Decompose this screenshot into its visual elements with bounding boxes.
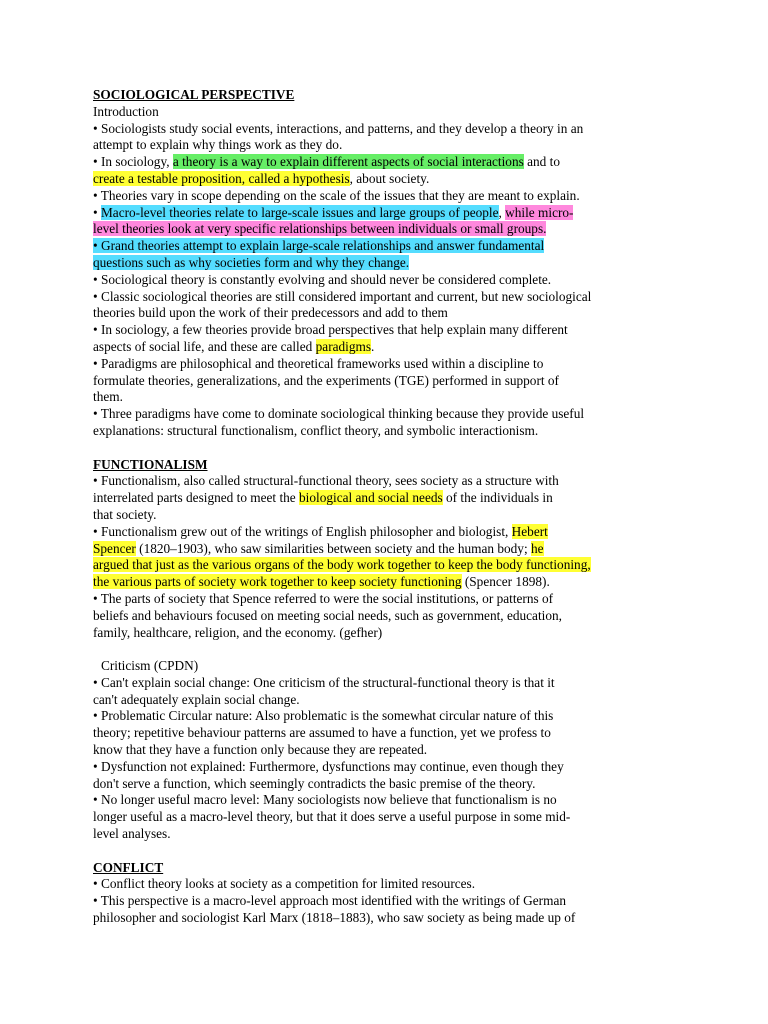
text-run: them. — [93, 389, 123, 405]
text-line — [93, 154, 678, 171]
highlighted-text: biological and social needs — [299, 490, 443, 506]
text-run: Furthermore, — [245, 758, 323, 774]
bold-text: formulate theories, generalizations, and the experiments (TGE) — [93, 372, 429, 388]
text-line — [93, 524, 678, 541]
text-line — [93, 373, 678, 390]
text-line — [93, 322, 678, 339]
bold-text: theories — [205, 322, 248, 338]
text-run: , yet we profess to — [453, 725, 551, 741]
text-run: and to — [523, 154, 560, 170]
highlighted-text: Macro-level theories relate to large-scale issues and large groups of people — [100, 204, 499, 220]
text-line — [93, 305, 678, 322]
bold-text: social institutions, or patterns of — [382, 590, 554, 606]
text-run: longer useful as a macro-level theory, but that it does serve a useful purpose in some mid- — [93, 809, 571, 825]
bold-text: No longer useful macro level: — [100, 792, 260, 808]
highlighted-text: questions such as why societies form and why they change. — [93, 254, 410, 270]
text-line — [93, 137, 678, 154]
bold-text: aspects of social life, — [93, 338, 205, 354]
bold-text: structural functionalism, conflict theory, and symbolic interactionism. — [167, 422, 539, 438]
text-run: attempt to explain why things work as they do. — [93, 137, 343, 153]
text-run: provide — [247, 322, 295, 338]
text-run: • This perspective is a — [93, 893, 213, 909]
bold-text: broad perspectives that help explain many different — [294, 322, 568, 338]
text-line — [93, 876, 678, 893]
highlighted-text: a theory is a way to explain different aspects of social interactions — [172, 154, 524, 170]
text-line — [93, 809, 678, 826]
blank-line — [93, 440, 678, 457]
text-line — [93, 608, 678, 625]
bold-text: that society. — [93, 506, 157, 522]
text-line — [93, 490, 678, 507]
text-line — [93, 238, 678, 255]
text-line — [93, 457, 678, 474]
text-line — [93, 541, 678, 558]
text-run: • Paradigms are — [93, 355, 180, 371]
text-run: • In sociology, a few — [93, 322, 206, 338]
bold-text: of the individuals in — [442, 490, 553, 506]
text-line — [93, 121, 678, 138]
document-page — [93, 87, 678, 927]
blank-line — [93, 641, 678, 658]
text-line — [93, 255, 678, 272]
text-line — [93, 792, 678, 809]
highlighted-text: paradigms — [315, 338, 372, 354]
bold-text: Criticism (CPDN) — [101, 658, 199, 674]
bold-text: similarities between society and the human body — [264, 540, 524, 556]
text-line — [93, 910, 678, 927]
text-line — [93, 708, 678, 725]
bold-text: Introduction — [93, 103, 159, 119]
bold-text: philosophical and theoretical frameworks — [180, 355, 401, 371]
text-line — [93, 574, 678, 591]
text-line — [93, 188, 678, 205]
text-line — [93, 776, 678, 793]
text-line — [93, 725, 678, 742]
bold-text: family, healthcare, religion, and the economy. (gefher) — [93, 624, 383, 640]
bold-text: they have a function only because they are repeated. — [149, 742, 428, 758]
bold-text: Can't explain social change: — [100, 674, 250, 690]
text-run: most identified with the writings of German — [328, 893, 567, 909]
text-line — [93, 507, 678, 524]
text-run: (Spencer 1898). — [461, 574, 550, 590]
bold-text: don't serve a function — [93, 775, 208, 791]
text-line — [93, 205, 678, 222]
highlighted-text: Hebert — [511, 523, 548, 539]
bold-text: circular nature of this — [439, 708, 554, 724]
text-run: • Three paradigms have come to dominate sociological thinking because they provide useful — [93, 406, 585, 422]
text-run: • — [93, 708, 101, 724]
text-line — [93, 356, 678, 373]
highlighted-text: while micro- — [505, 204, 574, 220]
text-run: • In sociology, — [93, 154, 173, 170]
text-run: • — [93, 758, 101, 774]
section-heading: SOCIOLOGICAL PERSPECTIVE — [93, 87, 295, 102]
bold-text: macro-level approach — [213, 893, 329, 909]
text-run: • Functionalism, also called structural-functional theory, sees society as a — [93, 473, 486, 489]
text-run: • — [93, 674, 101, 690]
highlighted-text: level theories look at very specific relationships between individuals or small groups. — [93, 221, 547, 237]
bold-text: structure — [485, 473, 532, 489]
bold-text: Problematic Circular nature: — [100, 708, 253, 724]
text-run: Many sociologists now believe that functionalism is no — [259, 792, 557, 808]
text-run: level analyses. — [93, 826, 171, 842]
text-line — [93, 742, 678, 759]
bold-text: can't adequately explain social change. — [93, 691, 300, 707]
highlighted-text: he — [531, 540, 544, 556]
text-line — [93, 658, 678, 675]
text-run: • Sociologists study social events, interactions, and patterns, and they develop a theory in an — [93, 120, 584, 136]
text-run: performed in support of — [429, 372, 559, 388]
text-run: and these are called — [204, 338, 316, 354]
text-run: • Sociological theory is constantly evolving and should never be considered complete. — [93, 271, 552, 287]
section-heading: FUNCTIONALISM — [93, 456, 208, 472]
text-line — [93, 557, 678, 574]
text-run: know that — [93, 742, 150, 758]
text-run: used within a discipline to — [400, 355, 544, 371]
text-run: • — [93, 204, 101, 220]
blank-line — [93, 843, 678, 860]
text-line — [93, 104, 678, 121]
text-run: • Conflict theory looks at society as a — [93, 876, 295, 892]
text-run: , about society. — [349, 170, 430, 186]
text-run: • — [93, 792, 101, 808]
bold-text: dysfunctions may continue, even though they — [322, 758, 564, 774]
text-run: • Functionalism grew out of the writings of English philosopher and biologist, — [93, 523, 512, 539]
text-run: philosopher and sociologist Karl Marx (1818–1883), who saw society as being made up of — [93, 910, 576, 926]
text-line — [93, 759, 678, 776]
bold-text: beliefs and behaviours focused on meeting social needs — [93, 607, 389, 623]
text-line — [93, 406, 678, 423]
bold-text: competition for limited resources. — [294, 876, 476, 892]
text-line — [93, 826, 678, 843]
text-line — [93, 389, 678, 406]
text-line — [93, 692, 678, 709]
text-run: Also problematic is the somewhat — [252, 708, 440, 724]
text-run: theories build upon the work of their predecessors and add to them — [93, 305, 448, 321]
text-run: ; — [523, 540, 531, 556]
text-line — [93, 473, 678, 490]
text-line — [93, 171, 678, 188]
text-run: . — [371, 338, 375, 354]
highlighted-text: Spencer — [93, 540, 136, 556]
text-run: • The parts of society that Spence referred to were the — [93, 590, 383, 606]
text-line — [93, 625, 678, 642]
text-line — [93, 289, 678, 306]
highlighted-text: the various parts of society work together to keep society functioning — [93, 574, 462, 590]
text-run: , such as — [388, 607, 437, 623]
text-run: One criticism of the structural-functional theory is that it — [249, 674, 555, 690]
text-line — [93, 87, 678, 104]
bold-text: Dysfunction not explained: — [100, 758, 246, 774]
text-run: with — [531, 473, 559, 489]
text-run: (1820–1903), who saw — [135, 540, 265, 556]
text-run: , — [498, 204, 506, 220]
text-line — [93, 339, 678, 356]
bold-text: government, education, — [436, 607, 562, 623]
bold-text: interrelated parts designed to meet the — [93, 490, 300, 506]
bold-text: theory; repetitive behaviour patterns are assumed to have a function — [93, 725, 454, 741]
text-line — [93, 675, 678, 692]
text-run: , which seemingly contradicts the basic premise of the theory. — [207, 775, 536, 791]
text-line — [93, 893, 678, 910]
text-line — [93, 591, 678, 608]
text-line — [93, 272, 678, 289]
text-line — [93, 860, 678, 877]
text-run: • Classic sociological theories are still considered important and current, but new sociological — [93, 288, 592, 304]
highlighted-text: argued that just as the various organs of the body work together to keep the body functioning, — [93, 557, 591, 573]
text-line — [93, 423, 678, 440]
text-line — [93, 221, 678, 238]
highlighted-text: • Grand theories attempt to explain large-scale relationships and answer fundamental — [93, 238, 545, 254]
highlighted-text: create a testable proposition, called a hypothesis — [93, 170, 350, 186]
text-run: • Theories vary in scope depending on the scale of the issues that they are meant to explain. — [93, 187, 580, 203]
section-heading: CONFLICT — [93, 859, 164, 875]
text-run: explanations: — [93, 422, 168, 438]
